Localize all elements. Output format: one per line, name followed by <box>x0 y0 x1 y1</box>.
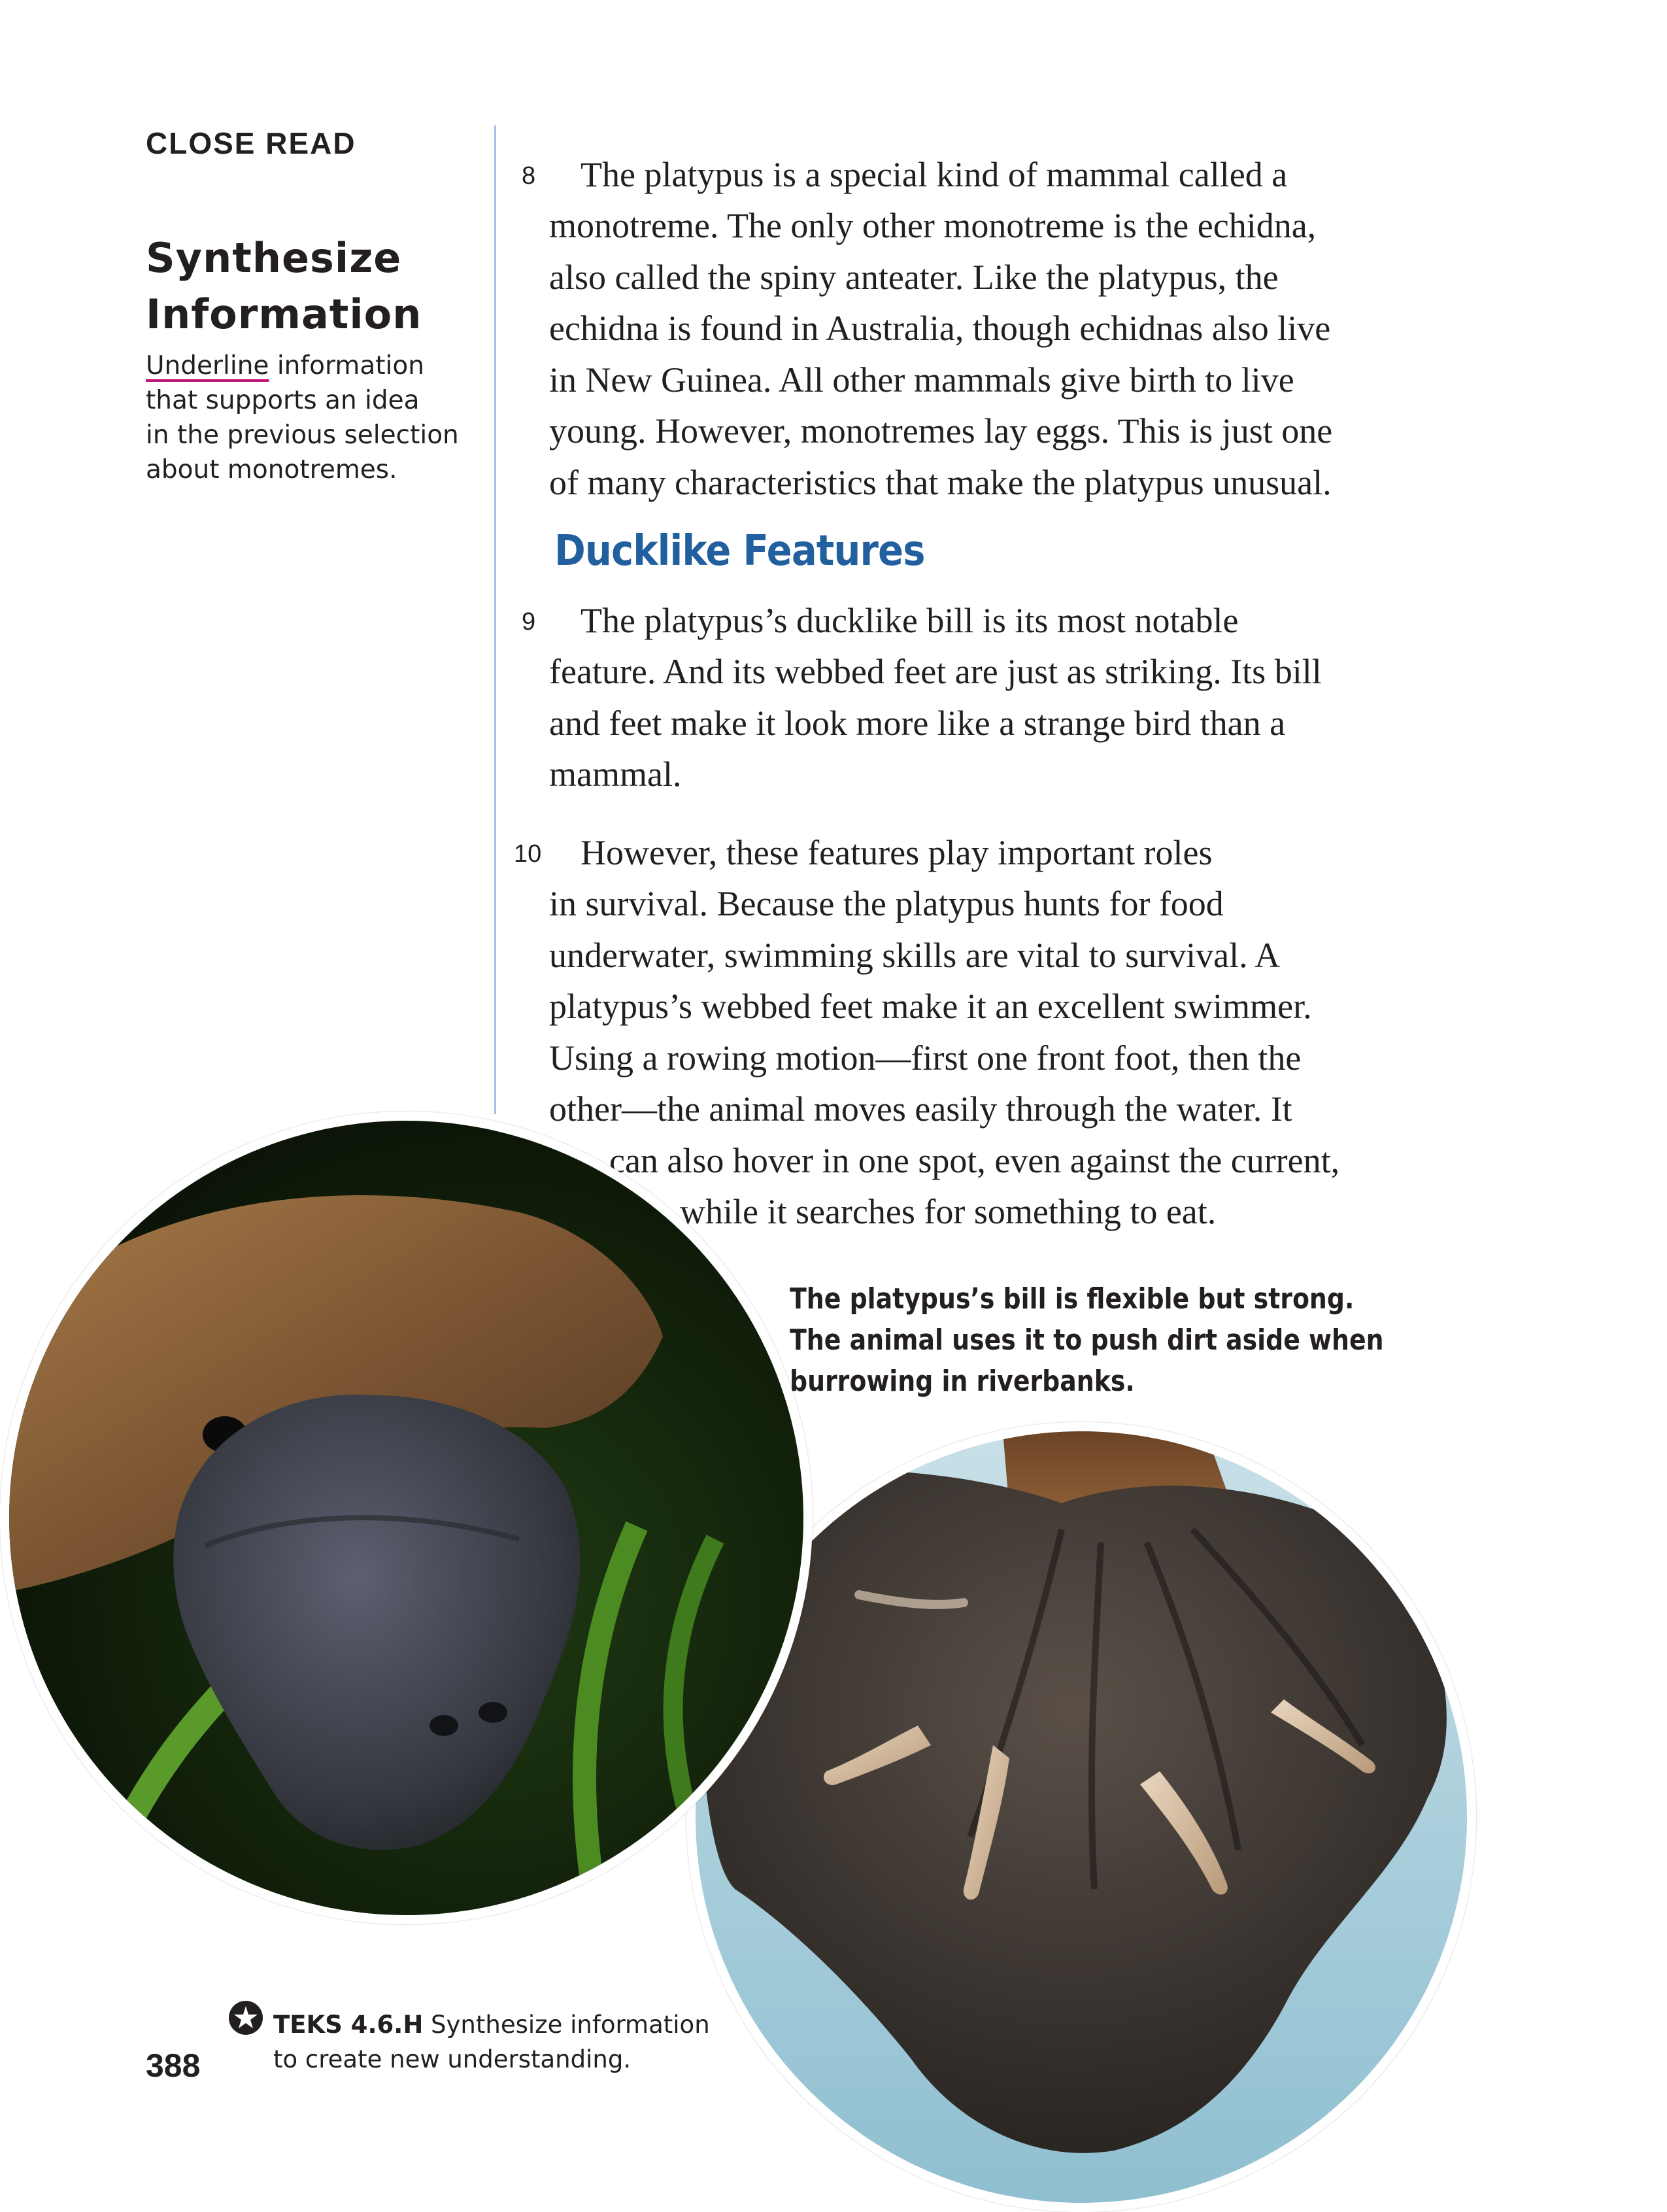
para10-line: platypus’s webbed feet make it an excellent swimmer. <box>549 987 1312 1026</box>
para9-line: mammal. <box>549 755 682 794</box>
para8-line: in New Guinea. All other mammals give birth to live <box>549 360 1294 400</box>
close-read-label: CLOSE READ <box>146 126 356 160</box>
caption-line3: burrowing in riverbanks. <box>790 1365 1135 1398</box>
para9-line: feature. And its webbed feet are just as striking. Its bill <box>549 652 1322 691</box>
underline-word: Underline <box>146 351 269 381</box>
sidebar-title-line1: Synthesize <box>146 234 402 282</box>
para8-line: of many characteristics that make the platypus unusual. <box>549 463 1332 502</box>
teks-line2: to create new understanding. <box>273 2045 631 2073</box>
para8-line: also called the spiny anteater. Like the platypus, the <box>549 258 1279 297</box>
sidebar-instruction <box>146 349 486 487</box>
teks-code: TEKS 4.6.H <box>273 2011 424 2039</box>
instruction-line1 <box>146 349 486 383</box>
para9-line: The platypus’s ducklike bill is its most notable <box>581 601 1239 640</box>
teks-standard <box>273 2007 710 2077</box>
para10-line: can also hover in one spot, even against the current, <box>609 1141 1340 1180</box>
teks-line1 <box>273 2007 710 2042</box>
platypus-bill-illustration <box>9 1121 803 1915</box>
teks-text-line1: Synthesize information <box>423 2011 710 2039</box>
para10-line: in survival. Because the platypus hunts for food <box>549 884 1224 923</box>
photo-caption <box>790 1278 1384 1402</box>
instruction-line3: in the previous selection <box>146 420 459 450</box>
para8-line: The platypus is a special kind of mammal called a <box>581 155 1288 194</box>
para10-line: underwater, swimming skills are vital to survival. A <box>549 936 1281 975</box>
column-divider <box>494 126 496 1114</box>
section-heading: Ducklike Features <box>554 527 925 575</box>
paragraph-number-10: 10 <box>514 840 542 868</box>
para8-line: echidna is found in Australia, though echidnas also live <box>549 309 1331 348</box>
instruction-line4: about monotremes. <box>146 455 397 485</box>
caption-line1: The platypus’s bill is flexible but strong. <box>790 1282 1355 1316</box>
para8-line: monotreme. The only other monotreme is the echidna, <box>549 206 1317 245</box>
para8-line: young. However, monotremes lay eggs. This is just one <box>549 411 1333 451</box>
sidebar-title <box>146 230 486 343</box>
page-number: 388 <box>146 2047 201 2084</box>
para10-line: while it searches for something to eat. <box>680 1192 1217 1231</box>
para10-line: However, these features play important roles <box>581 833 1213 872</box>
sidebar-title-line2: Information <box>146 290 422 338</box>
instruction-line1-rest: information <box>269 351 424 381</box>
para10-line: other—the animal moves easily through the water. It <box>549 1089 1292 1129</box>
caption-line2: The animal uses it to push dirt aside when <box>790 1323 1384 1357</box>
para9-line: and feet make it look more like a strange bird than a <box>549 704 1286 743</box>
para10-line: Using a rowing motion—first one front foot, then the <box>549 1038 1302 1078</box>
instruction-line2: that supports an idea <box>146 386 420 415</box>
paragraph-number-9: 9 <box>522 608 536 636</box>
platypus-bill-photo <box>0 1112 813 1924</box>
paragraph-number-8: 8 <box>522 162 536 190</box>
texas-star-icon <box>227 1999 264 2036</box>
